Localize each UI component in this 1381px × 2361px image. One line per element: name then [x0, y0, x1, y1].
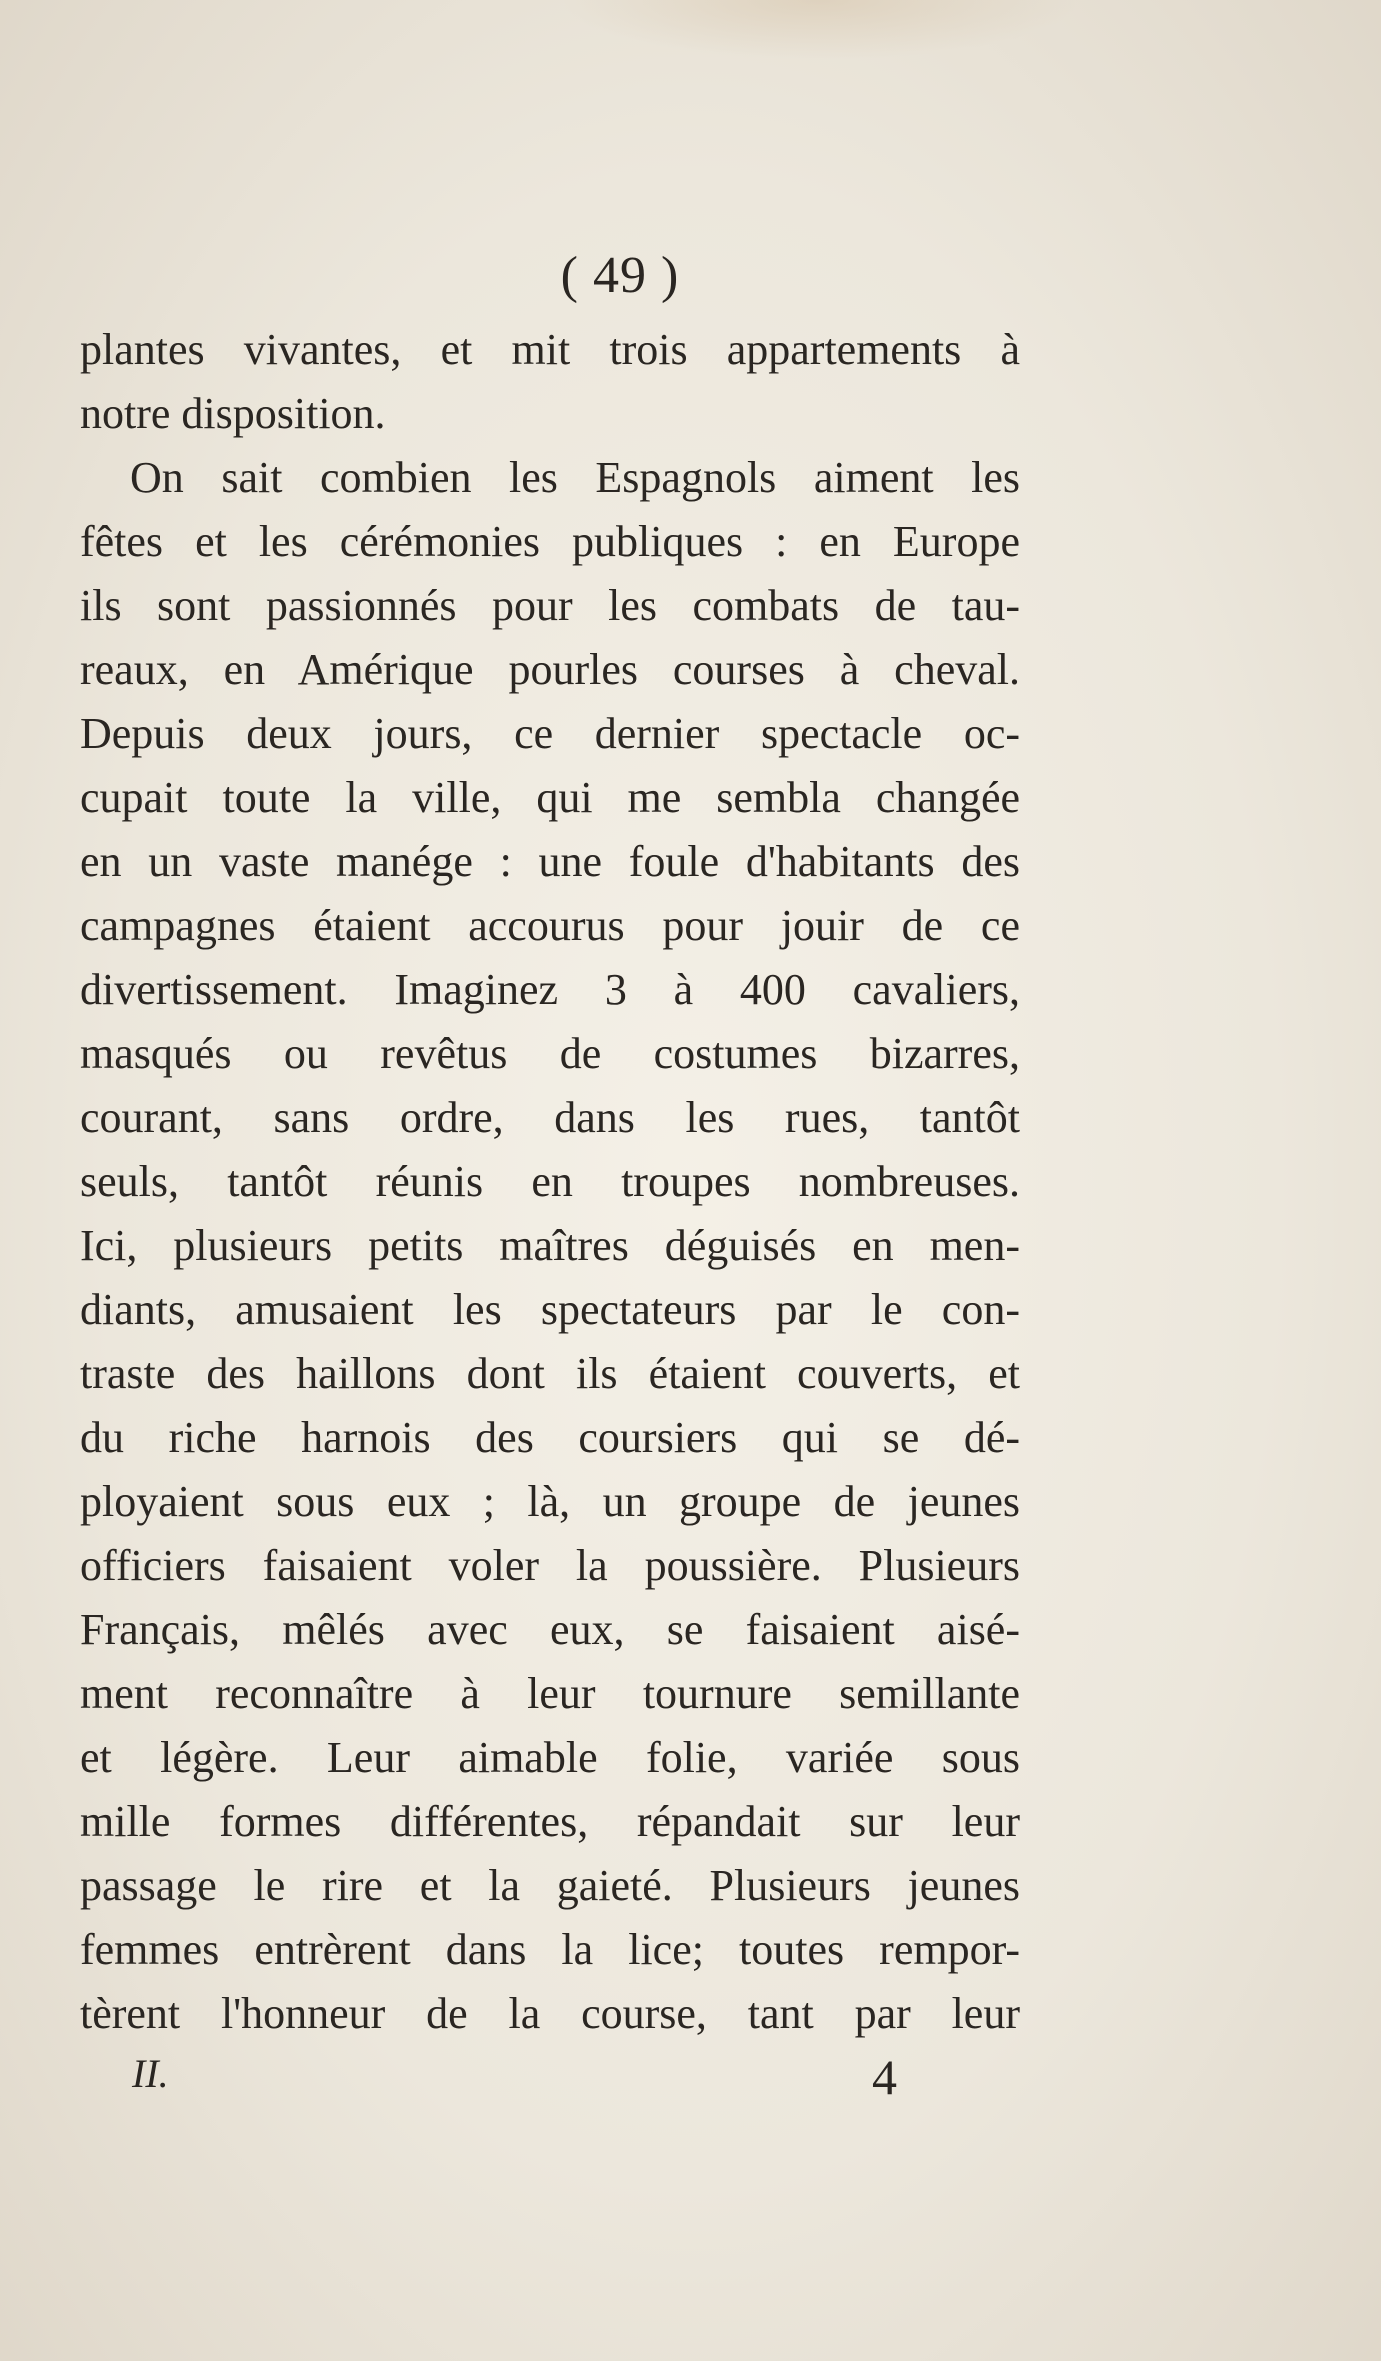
sheet-number: 4 [872, 2049, 897, 2105]
text-line: masqués ou revêtus de costumes bizarres, [80, 1029, 1020, 1078]
body-text [80, 318, 1020, 2046]
text-line: tèrent l'honneur de la course, tant par leur [80, 1989, 1020, 2038]
signature-mark: II. [132, 2051, 169, 2096]
text-line: et légère. Leur aimable folie, variée sous [80, 1733, 1020, 1782]
text-line: ment reconnaître à leur tournure semillante [80, 1669, 1020, 1718]
text-line: femmes entrèrent dans la lice; toutes rempor- [80, 1925, 1020, 1974]
text-line: Français, mêlés avec eux, se faisaient aisé- [80, 1605, 1020, 1654]
text-line: seuls, tantôt réunis en troupes nombreuses. [80, 1157, 1020, 1206]
text-line: divertissement. Imaginez 3 à 400 cavaliers, [80, 965, 1020, 1014]
text-line: fêtes et les cérémonies publiques : en Europe [80, 517, 1020, 566]
text-line: ployaient sous eux ; là, un groupe de jeunes [80, 1477, 1020, 1526]
text-line: cupait toute la ville, qui me sembla changée [80, 773, 1020, 822]
text-line: du riche harnois des coursiers qui se dé- [80, 1413, 1020, 1462]
text-line: officiers faisaient voler la poussière. Plusieurs [80, 1541, 1020, 1590]
text-line: Ici, plusieurs petits maîtres déguisés en men- [80, 1221, 1020, 1270]
text-line: Depuis deux jours, ce dernier spectacle oc- [80, 709, 1020, 758]
paper-stain [560, 0, 1080, 60]
text-line: notre disposition. [80, 389, 386, 438]
text-line: mille formes différentes, répandait sur leur [80, 1797, 1020, 1846]
text-line: campagnes étaient accourus pour jouir de ce [80, 901, 1020, 950]
page-number-header: ( 49 ) [560, 247, 680, 304]
text-line: plantes vivantes, et mit trois appartements à [80, 325, 1020, 374]
text-line: diants, amusaient les spectateurs par le con- [80, 1285, 1020, 1334]
text-line: courant, sans ordre, dans les rues, tantôt [80, 1093, 1020, 1142]
text-line: On sait combien les Espagnols aiment les [130, 453, 1020, 502]
text-line: reaux, en Amérique pourles courses à cheval. [80, 645, 1020, 694]
text-line: traste des haillons dont ils étaient couverts, et [80, 1349, 1020, 1398]
text-line: ils sont passionnés pour les combats de tau- [80, 581, 1020, 630]
text-line: passage le rire et la gaieté. Plusieurs jeunes [80, 1861, 1020, 1910]
text-line: en un vaste manége : une foule d'habitants des [80, 837, 1020, 886]
